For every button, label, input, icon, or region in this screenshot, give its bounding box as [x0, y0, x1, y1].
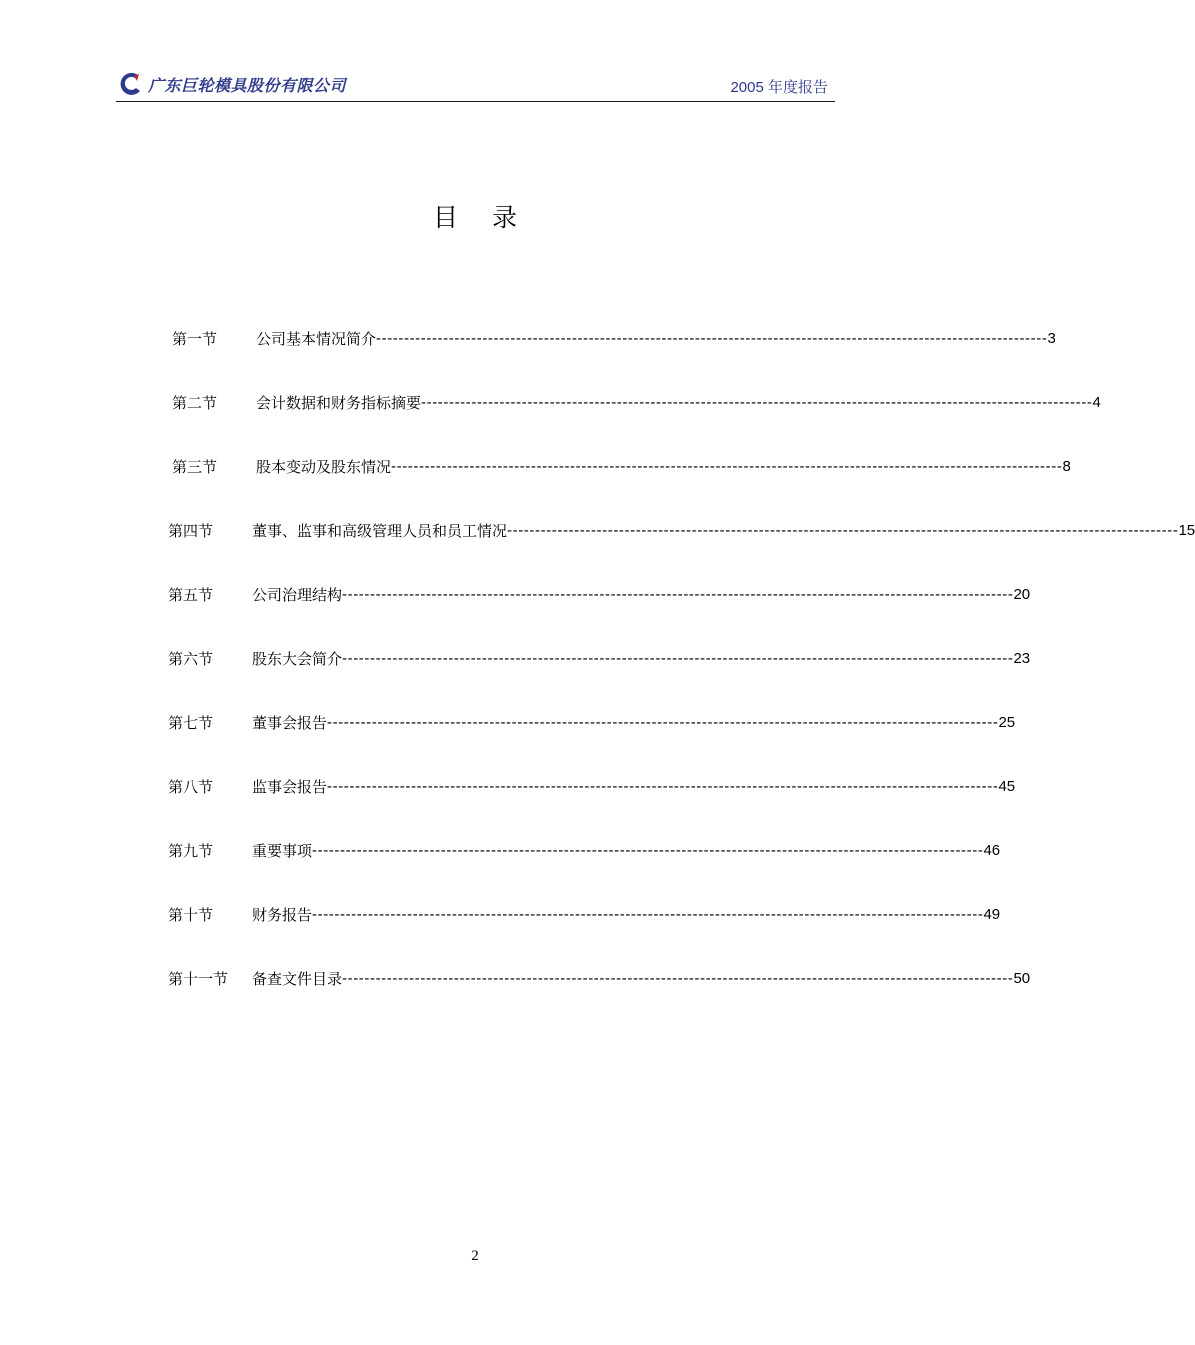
toc-leader: ------------------------------------------------------------------------------------------------------------------------: [312, 842, 984, 859]
toc-page-number: 49: [983, 906, 1001, 923]
toc-entry[interactable]: [168, 776, 1016, 798]
toc-entry-title: 会计数据和财务指标摘要: [256, 394, 422, 412]
toc-entry[interactable]: [168, 584, 1031, 606]
toc-leader: ------------------------------------------------------------------------------------------------------------------------: [342, 970, 1014, 987]
toc-entry[interactable]: [168, 968, 1031, 990]
toc-entry-title: 监事会报告: [252, 778, 328, 796]
toc-leader: ------------------------------------------------------------------------------------------------------------------------: [376, 330, 1048, 347]
toc-leader: ------------------------------------------------------------------------------------------------------------------------: [391, 458, 1063, 475]
toc-entry-title: 重要事项: [252, 842, 313, 860]
toc-entry-title: 公司治理结构: [252, 586, 343, 604]
toc-page-number: 45: [998, 778, 1016, 795]
toc-page-number: 4: [1092, 394, 1101, 411]
toc-leader: ------------------------------------------------------------------------------------------------------------------------: [327, 714, 999, 731]
toc-entry-body: [252, 840, 1001, 862]
toc-entry-body: [252, 584, 1031, 606]
toc-leader: ------------------------------------------------------------------------------------------------------------------------: [342, 650, 1014, 667]
toc-section-label: 第四节: [168, 522, 214, 540]
toc-entry-body: [252, 904, 1001, 926]
toc-entry[interactable]: [168, 520, 1195, 542]
toc-section-label: 第十节: [168, 906, 214, 924]
company-logo-icon: [118, 70, 146, 98]
toc-entry[interactable]: [168, 648, 1031, 670]
toc-entry[interactable]: [168, 840, 1001, 862]
toc-page-number: 20: [1013, 586, 1031, 603]
toc-entry-body: [256, 328, 1056, 350]
toc-entry-body: [256, 456, 1071, 478]
toc-page-number: 46: [983, 842, 1001, 859]
toc-entry[interactable]: [168, 712, 1016, 734]
toc-leader: ------------------------------------------------------------------------------------------------------------------------: [421, 394, 1093, 411]
toc-entry-body: [256, 392, 1101, 414]
toc-entry-title: 股本变动及股东情况: [256, 458, 392, 476]
toc-entry-body: [252, 968, 1031, 990]
toc-entry[interactable]: [168, 904, 1001, 926]
toc-section-label: 第十一节: [168, 970, 229, 988]
toc-leader: ------------------------------------------------------------------------------------------------------------------------: [312, 906, 984, 923]
toc-page-number: 50: [1013, 970, 1031, 987]
toc-entry[interactable]: [172, 328, 1056, 350]
toc-entry-title: 公司基本情况简介: [256, 330, 377, 348]
toc-leader: ------------------------------------------------------------------------------------------------------------------------: [507, 522, 1179, 539]
toc-entry-title: 董事、监事和高级管理人员和员工情况: [252, 522, 508, 540]
toc-entry-body: [252, 776, 1016, 798]
toc-section-label: 第七节: [168, 714, 214, 732]
toc-title: 目录: [432, 203, 551, 232]
toc-entry-body: [252, 712, 1016, 734]
toc-entry[interactable]: [172, 456, 1071, 478]
report-label: 2005 年度报告: [730, 79, 828, 96]
company-name: 广东巨轮模具股份有限公司: [148, 75, 347, 95]
toc-page-number: 25: [998, 714, 1016, 731]
toc-entry-title: 财务报告: [252, 906, 313, 924]
toc-page-number: 3: [1047, 330, 1056, 347]
toc-entry-title: 董事会报告: [252, 714, 328, 732]
toc-section-label: 第六节: [168, 650, 214, 668]
toc-page-number: 8: [1062, 458, 1071, 475]
toc-entry-title: 备查文件目录: [252, 970, 343, 988]
toc-page-number: 15: [1178, 522, 1195, 539]
page-number: 2: [471, 1248, 479, 1264]
toc-section-label: 第二节: [172, 394, 218, 412]
toc-section-label: 第九节: [168, 842, 214, 860]
toc-entry-body: [252, 520, 1195, 542]
toc-entry-body: [252, 648, 1031, 670]
toc-section-label: 第三节: [172, 458, 218, 476]
toc-page-number: 23: [1013, 650, 1031, 667]
page-header: [116, 68, 835, 102]
company-logo: [118, 70, 346, 98]
toc-section-label: 第八节: [168, 778, 214, 796]
toc-entry-title: 股东大会简介: [252, 650, 343, 668]
toc-leader: ------------------------------------------------------------------------------------------------------------------------: [342, 586, 1014, 603]
toc-section-label: 第一节: [172, 330, 218, 348]
toc-entry[interactable]: [172, 392, 1101, 414]
toc-section-label: 第五节: [168, 586, 214, 604]
toc-leader: ------------------------------------------------------------------------------------------------------------------------: [327, 778, 999, 795]
